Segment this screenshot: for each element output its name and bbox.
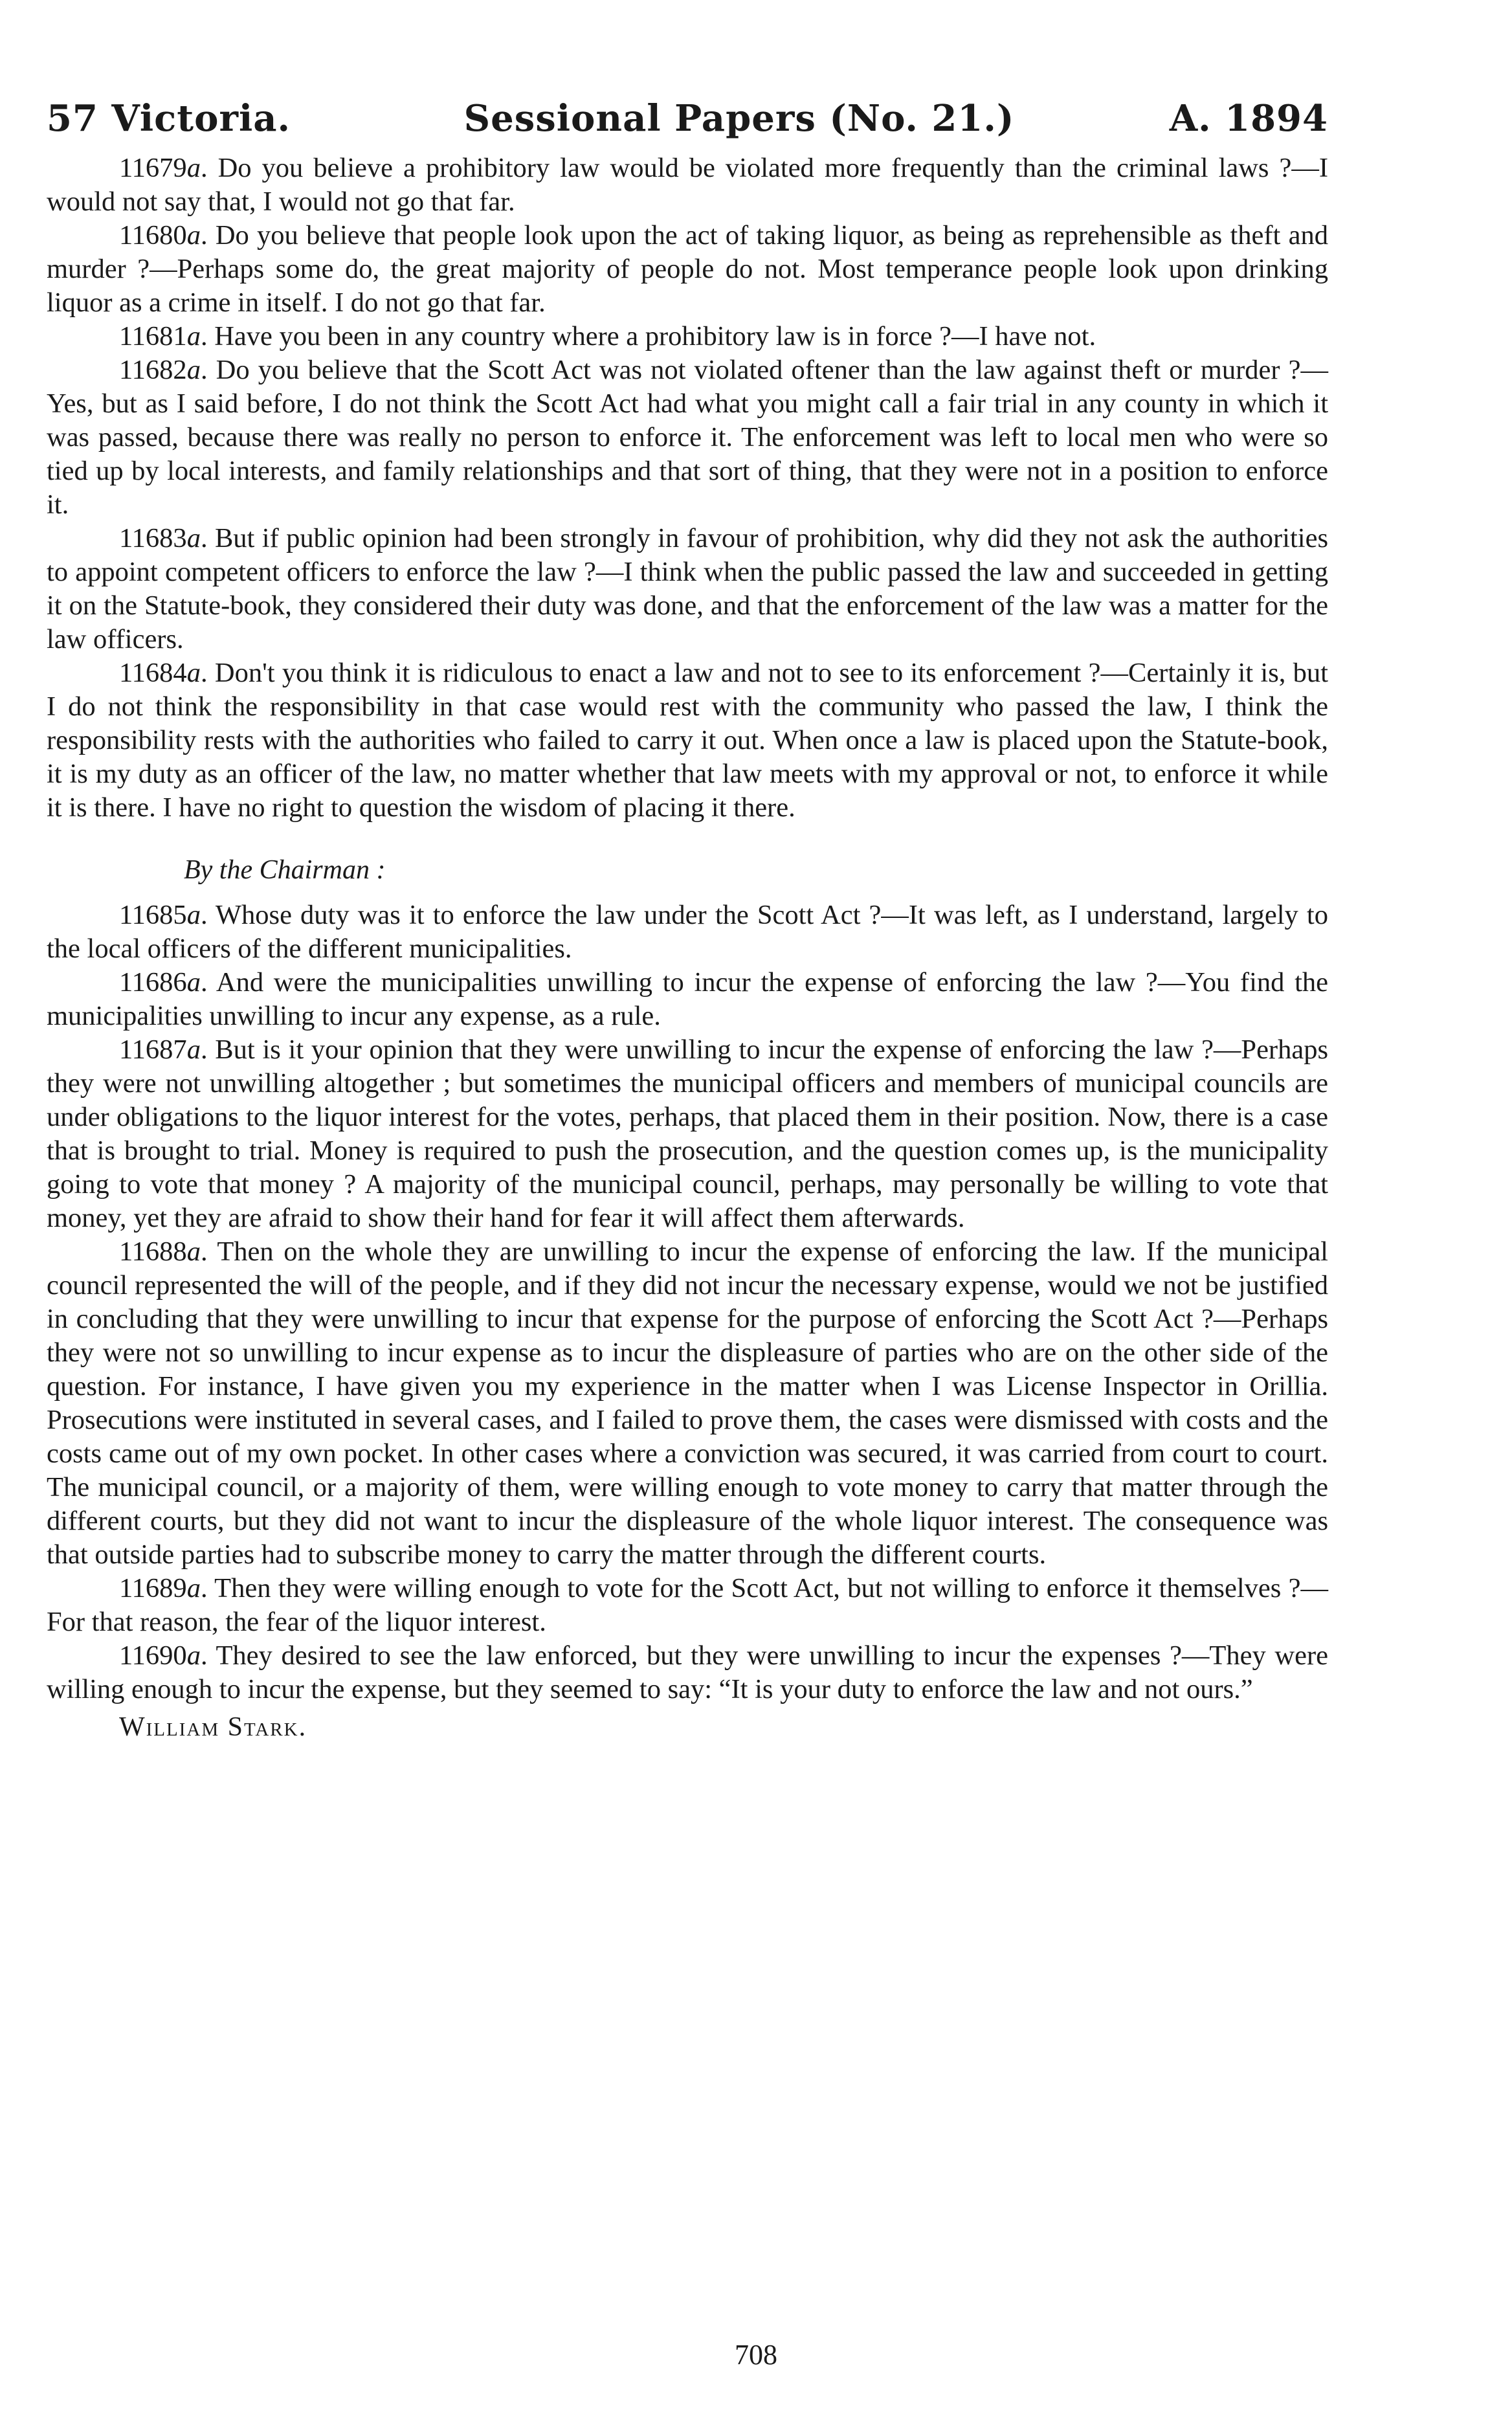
question-answer-entry	[47, 656, 1328, 825]
entry-number: 11685	[119, 900, 187, 930]
entry-number: 11687	[119, 1034, 187, 1065]
entry-suffix: a	[186, 523, 201, 553]
testimony-body	[47, 151, 1328, 1744]
entry-text: . Do you believe that the Scott Act was not violated oftener than the law against theft or murder ?—Yes, but as I said before, I do not think the Scott Act had what you might call a fair trial in any county in which it was passed, because there was really no person to enforce it. The enforcement was left to local men who were so tied up by local interests, and family relationships and that sort of thing, that they were not in a position to enforce it.	[47, 355, 1328, 520]
document-page	[47, 97, 1328, 1744]
entry-text: . Whose duty was it to enforce the law under the Scott Act ?—It was left, as I understand, largely to the local officers of the different municipalities.	[47, 900, 1328, 964]
question-answer-entry	[47, 353, 1328, 522]
entry-number: 11688	[119, 1236, 187, 1267]
header-title: Sessional Papers (No. 21.)	[463, 97, 1015, 140]
entry-text: . Then they were willing enough to vote for the Scott Act, but not willing to enforce it themselves ?—For that reason, the fear of the liquor interest.	[47, 1573, 1328, 1637]
header-year: A. 1894	[1169, 97, 1328, 140]
entries-group-b	[47, 899, 1328, 1706]
entry-number: 11682	[119, 355, 187, 385]
question-answer-entry	[47, 151, 1328, 219]
question-answer-entry	[47, 966, 1328, 1033]
question-answer-entry	[47, 1033, 1328, 1235]
entry-text: . Do you believe that people look upon the act of taking liquor, as being as reprehensible as theft and murder ?—Perhaps some do, the great majority of people do not. Most temperance people look upon drinking liquor as a crime in itself. I do not go that far.	[47, 220, 1328, 318]
entry-number: 11689	[119, 1573, 187, 1603]
entry-text: . Do you believe a prohibitory law would be violated more frequently than the criminal laws ?—I would not say that, I would not go that far.	[47, 153, 1328, 217]
entry-suffix: a	[186, 658, 201, 688]
entry-number: 11680	[119, 220, 187, 251]
entry-number: 11684	[119, 658, 187, 688]
entry-text: . But if public opinion had been strongly in favour of prohibition, why did they not ask the authorities to appoint competent officers to enforce the law ?—I think when the public passed the law and succeeded in getting it on the Statute-book, they considered their duty was done, and that the enforcement of the law was a matter for the law officers.	[47, 523, 1328, 654]
entry-text: . But is it your opinion that they were unwilling to incur the expense of enforcing the law ?—Perhaps they were not unwilling altogether ; but sometimes the municipal officers and members of municipal councils are under obligations to the liquor interest for the votes, perhaps, that placed them in their position. Now, there is a case that is brought to trial. Money is required to push the prosecution, and the question comes up, is the municipality going to vote that money ? A majority of the municipal council, perhaps, may personally be willing to vote that money, yet they are afraid to show their hand for fear it will affect them afterwards.	[47, 1034, 1328, 1233]
question-answer-entry	[47, 899, 1328, 966]
entry-text: . And were the municipalities unwilling to incur the expense of enforcing the law ?—You find the municipalities unwilling to incur any expense, as a rule.	[47, 967, 1328, 1031]
question-answer-entry	[47, 522, 1328, 656]
entry-suffix: a	[186, 1034, 201, 1065]
entry-suffix: a	[186, 220, 201, 251]
entry-text: . Don't you think it is ridiculous to enact a law and not to see to its enforcement ?—Certainly it is, but I do not think the responsibility in that case would rest with the community who passed the law, I think the responsibility rests with the authorities who failed to carry it out. When once a law is placed upon the Statute-book, it is my duty as an officer of the law, no matter whether that law meets with my approval or not, to enforce it while it is there. I have no right to question the wisdom of placing it there.	[47, 658, 1328, 823]
question-answer-entry	[47, 1639, 1328, 1706]
entry-text: . They desired to see the law enforced, but they were unwilling to incur the expenses ?—They were willing enough to incur the expense, but they seemed to say: “It is your duty to enforce the law and not ours.”	[47, 1640, 1328, 1704]
entry-text: . Then on the whole they are unwilling to incur the expense of enforcing the law. If the municipal council represented the will of the people, and if they did not incur the necessary expense, would we not be justified in concluding that they were unwilling to incur that expense for the purpose of enforcing the Scott Act ?—Perhaps they were not so unwilling to incur expense as to incur the displeasure of parties who are on the other side of the question. For instance, I have given you my experience in the matter when I was License Inspector in Orillia. Prosecutions were instituted in several cases, and I failed to prove them, the cases were dismissed with costs and the costs came out of my own pocket. In other cases where a conviction was secured, it was carried from court to court. The municipal council, or a majority of them, were willing enough to vote money to carry that matter through the different courts, but they did not want to incur the displeasure of the whole liquor interest. The consequence was that outside parties had to subscribe money to carry the matter through the different courts.	[47, 1236, 1328, 1570]
entry-number: 11690	[119, 1640, 187, 1671]
entry-suffix: a	[186, 900, 201, 930]
question-answer-entry	[47, 1572, 1328, 1639]
entry-suffix: a	[186, 967, 201, 998]
question-answer-entry	[47, 320, 1328, 353]
entry-suffix: a	[186, 321, 201, 352]
entry-suffix: a	[186, 1640, 201, 1671]
running-header	[47, 97, 1328, 140]
entry-number: 11679	[119, 153, 187, 183]
entry-number: 11683	[119, 523, 187, 553]
entry-suffix: a	[186, 355, 201, 385]
entry-text: . Have you been in any country where a prohibitory law is in force ?—I have not.	[200, 321, 1096, 352]
entry-suffix: a	[186, 1236, 201, 1267]
question-answer-entry	[47, 1235, 1328, 1572]
page-number: 708	[735, 2339, 777, 2371]
speaker-heading: By the Chairman :	[184, 855, 386, 885]
entry-suffix: a	[186, 1573, 201, 1603]
entries-group-a	[47, 151, 1328, 825]
question-answer-entry	[47, 219, 1328, 320]
witness-signature: William Stark.	[119, 1712, 307, 1742]
header-volume: 57 Victoria.	[47, 97, 291, 140]
entry-suffix: a	[186, 153, 201, 183]
entry-number: 11681	[119, 321, 187, 352]
entry-number: 11686	[119, 967, 187, 998]
